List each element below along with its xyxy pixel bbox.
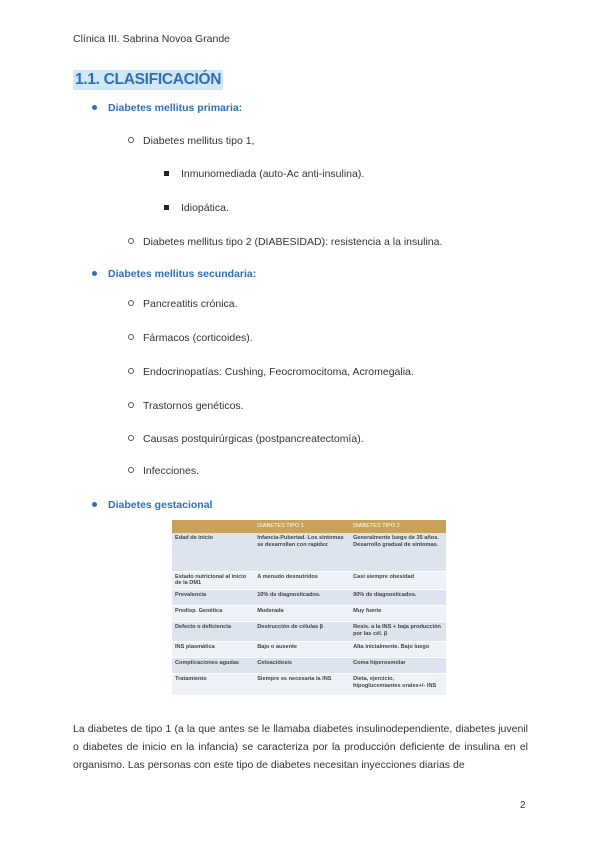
circle-bullet-icon: [128, 300, 134, 306]
table-header-row: [172, 520, 446, 533]
table-row: [172, 590, 446, 606]
table-cell: Edad de inicio: [172, 533, 254, 571]
primaria-label: Diabetes mellitus primaria:: [108, 102, 243, 114]
table-cell: Destrucción de células β: [254, 622, 350, 642]
table-cell: Generalmente luego de 35 años. Desarrollo gradual de síntomas.: [350, 533, 446, 571]
table-cell: Defecto o deficiencia: [172, 622, 254, 642]
bullet-dot-icon: [92, 271, 97, 276]
secundaria-item-text: Trastornos genéticos.: [143, 400, 244, 412]
table-cell: Bajo o ausente: [254, 642, 350, 658]
item-secundaria-1: [128, 298, 238, 310]
secundaria-item-text: Endocrinopatías: Cushing, Feocromocitoma, Acromegalia.: [143, 366, 414, 378]
table-cell: Cetoacidosis: [254, 658, 350, 674]
table-row: [172, 642, 446, 658]
bullet-gestacional: [92, 499, 212, 511]
page-header: Clínica III. Sabrina Novoa Grande: [73, 33, 230, 45]
table-row: [172, 571, 446, 590]
table-header-cell: DIABETES TIPO 2: [350, 520, 446, 533]
item-secundaria-6: [128, 465, 199, 477]
table-cell: Dieta, ejercicio, hipoglucemiantes orales+/- INS: [350, 674, 446, 696]
table-cell: Resis. a la INS + baja producción por las cél. β: [350, 622, 446, 642]
tipo2-text: Diabetes mellitus tipo 2 (DIABESIDAD): resistencia a la insulina.: [143, 236, 443, 248]
item-idiopatica: [164, 202, 229, 214]
bullet-dot-icon: [92, 502, 97, 507]
table-row: [172, 674, 446, 696]
table-cell: Complicaciones agudas: [172, 658, 254, 674]
table-row: [172, 606, 446, 622]
table-header-cell: DIABETES TIPO 1: [254, 520, 350, 533]
table-cell: Predisp. Genética: [172, 606, 254, 622]
circle-bullet-icon: [128, 435, 134, 441]
table-cell: Coma hiperosmolar: [350, 658, 446, 674]
circle-bullet-icon: [128, 368, 134, 374]
table-cell: Prevalencia: [172, 590, 254, 606]
table-row: [172, 658, 446, 674]
diabetes-comparison-table: [172, 520, 446, 696]
table-header-cell: [172, 520, 254, 533]
table-cell: Estado nutricional al inicio de la DM1: [172, 571, 254, 590]
secundaria-item-text: Fármacos (corticoides).: [143, 332, 253, 344]
secundaria-item-text: Infecciones.: [143, 465, 200, 477]
item-tipo2: [128, 236, 442, 248]
table-cell: Tratamiento: [172, 674, 254, 696]
tipo1-text: Diabetes mellitus tipo 1,: [143, 135, 255, 147]
table-row: [172, 533, 446, 571]
inmunomediada-text: Inmunomediada (auto-Ac anti-insulina).: [181, 168, 365, 180]
item-tipo1: [128, 135, 254, 147]
table-row: [172, 622, 446, 642]
secundaria-item-text: Causas postquirúrgicas (postpancreatectomía).: [143, 433, 364, 445]
table-cell: Siempre es necesaria la INS: [254, 674, 350, 696]
body-paragraph: La diabetes de tipo 1 (a la que antes se le llamaba diabetes insulinodependiente, diabetes juvenil o diabetes de inicio en la infancia) se caracteriza por la producción deficiente de insulina en el organismo. Las personas con este tipo de diabetes necesitan inyecciones diarias de: [73, 723, 528, 771]
section-title: 1.1. CLASIFICACIÓN: [75, 71, 222, 88]
bullet-dot-icon: [92, 105, 97, 110]
secundaria-label: Diabetes mellitus secundaria:: [108, 268, 257, 280]
table-cell: INS plasmática: [172, 642, 254, 658]
item-secundaria-5: [128, 433, 364, 445]
item-secundaria-3: [128, 366, 414, 378]
circle-bullet-icon: [128, 334, 134, 340]
circle-bullet-icon: [128, 467, 134, 473]
bullet-secundaria: [92, 268, 256, 280]
circle-bullet-icon: [128, 137, 134, 143]
table-cell: A menudo desnutridos: [254, 571, 350, 590]
table-cell: Alta inicialmente. Bajo luego: [350, 642, 446, 658]
page-number: 2: [520, 800, 526, 811]
table-cell: 90% de diagnosticados.: [350, 590, 446, 606]
table-cell: Muy fuerte: [350, 606, 446, 622]
square-bullet-icon: [164, 205, 169, 210]
item-inmunomediada: [164, 168, 364, 180]
square-bullet-icon: [164, 171, 169, 176]
item-secundaria-4: [128, 400, 244, 412]
bullet-primaria: [92, 102, 242, 114]
item-secundaria-2: [128, 332, 253, 344]
circle-bullet-icon: [128, 402, 134, 408]
table-cell: 10% de diagnosticados.: [254, 590, 350, 606]
idiopatica-text: Idiopática.: [181, 202, 229, 214]
table-cell: Casi siempre obesidad: [350, 571, 446, 590]
circle-bullet-icon: [128, 238, 134, 244]
gestacional-label: Diabetes gestacional: [108, 499, 213, 511]
table-cell: Moderada: [254, 606, 350, 622]
secundaria-item-text: Pancreatitis crónica.: [143, 298, 238, 310]
table-cell: Infancia-Pubertad. Los síntomas se desarrollan con rapidez: [254, 533, 350, 571]
